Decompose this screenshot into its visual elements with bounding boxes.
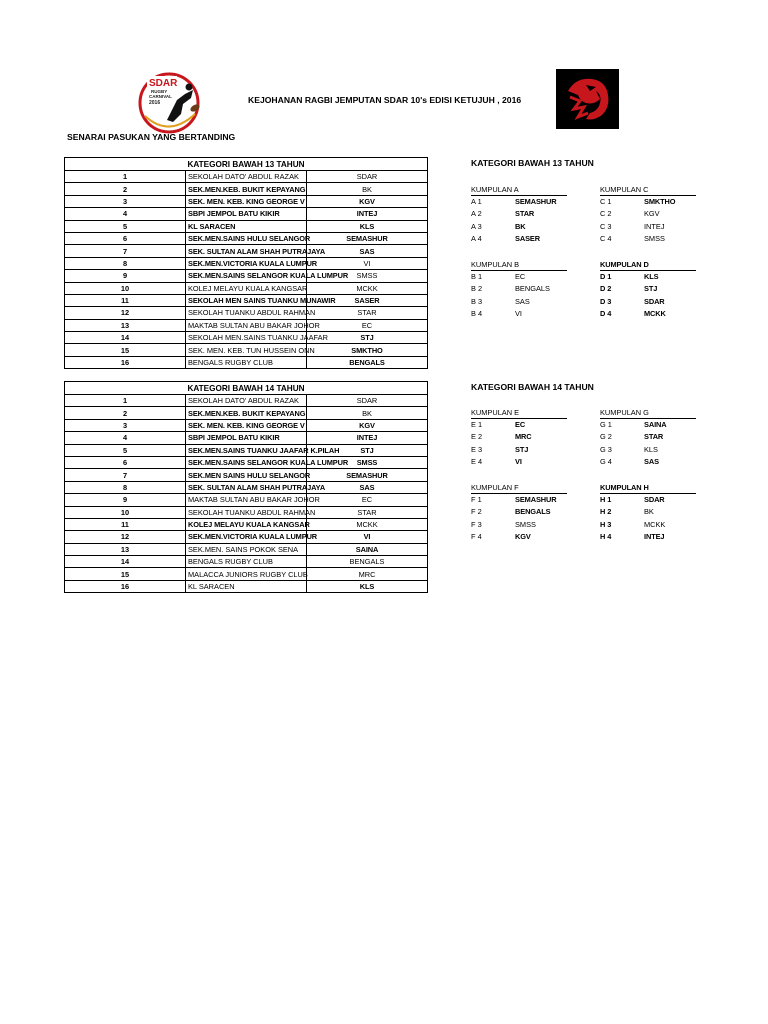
group-header: KUMPULAN G <box>600 407 696 419</box>
team-code: KLS <box>307 220 428 232</box>
group-slot: C 3 <box>600 221 612 231</box>
group-team: EC <box>515 420 526 429</box>
team-row <box>65 407 428 419</box>
group-slot: E 3 <box>471 444 483 454</box>
team-number: 14 <box>65 332 186 344</box>
sdar-rugby-carnival-logo <box>133 70 205 136</box>
team-number: 10 <box>65 282 186 294</box>
team-row <box>65 419 428 431</box>
group-team: KLS <box>644 444 658 454</box>
group-team: SAS <box>515 296 530 306</box>
group-slot: F 2 <box>471 507 482 517</box>
group-team: KGV <box>515 532 531 542</box>
team-row <box>65 481 428 493</box>
team-name: SBPI JEMPOL BATU KIKIR <box>186 208 307 220</box>
team-number: 11 <box>65 518 186 530</box>
group-header: KUMPULAN B <box>471 259 567 271</box>
group-kumpulan-d <box>600 259 696 321</box>
team-code: BK <box>307 407 428 419</box>
group-team: BK <box>644 507 654 517</box>
group-entry <box>471 233 567 245</box>
team-code: SDAR <box>307 395 428 407</box>
group-entry <box>600 519 696 531</box>
team-name: SEK. SULTAN ALAM SHAH PUTRAJAYA <box>186 481 307 493</box>
team-name: SEK.MEN. SAINS POKOK SENA <box>186 543 307 555</box>
group-header: KUMPULAN A <box>471 184 567 196</box>
team-code: STJ <box>307 332 428 344</box>
group-kumpulan-h <box>600 482 696 544</box>
team-number: 7 <box>65 469 186 481</box>
group-entry <box>600 506 696 518</box>
group-entry <box>600 419 696 431</box>
team-row <box>65 344 428 356</box>
team-code: STAR <box>307 307 428 319</box>
team-code: SAINA <box>307 543 428 555</box>
group-header: KUMPULAN C <box>600 184 696 196</box>
team-number: 15 <box>65 344 186 356</box>
team-number: 3 <box>65 195 186 207</box>
team-code: SMSS <box>307 456 428 468</box>
team-code: SEMASHUR <box>307 469 428 481</box>
team-code: BK <box>307 183 428 195</box>
group-slot: G 4 <box>600 457 612 467</box>
team-row <box>65 444 428 456</box>
team-name: SEK.MEN.SAINS HULU SELANGOR <box>186 232 307 244</box>
group-entry <box>471 221 567 233</box>
team-code: SDAR <box>307 171 428 183</box>
team-number: 12 <box>65 531 186 543</box>
group-entry <box>600 308 696 320</box>
team-name: SEK.MEN.SAINS TUANKU JAAFAR K.PILAH <box>186 444 307 456</box>
group-team: BK <box>515 221 526 231</box>
team-row <box>65 245 428 257</box>
team-number: 1 <box>65 171 186 183</box>
team-row <box>65 232 428 244</box>
group-team: STJ <box>644 284 658 294</box>
team-number: 9 <box>65 270 186 282</box>
team-number: 13 <box>65 319 186 331</box>
team-row <box>65 195 428 207</box>
team-name: SEK.MEN.SAINS SELANGOR KUALA LUMPUR <box>186 270 307 282</box>
group-kumpulan-c <box>600 184 696 246</box>
u14-table-title: KATEGORI BAWAH 14 TAHUN <box>65 382 428 395</box>
team-name: SEKOLAH DATO' ABDUL RAZAK <box>186 171 307 183</box>
team-name: SEK.MEN.KEB. BUKIT KEPAYANG <box>186 407 307 419</box>
group-slot: H 4 <box>600 532 612 542</box>
group-slot: G 2 <box>600 432 612 442</box>
team-number: 11 <box>65 294 186 306</box>
group-team: KGV <box>644 209 660 219</box>
group-slot: G 3 <box>600 444 612 454</box>
group-entry <box>471 494 567 506</box>
team-name: KL SARACEN <box>186 220 307 232</box>
group-entry <box>471 519 567 531</box>
team-code: MRC <box>307 568 428 580</box>
team-row <box>65 257 428 269</box>
group-entry <box>600 431 696 443</box>
team-code: MCKK <box>307 282 428 294</box>
svg-text:RUGBY: RUGBY <box>151 89 168 94</box>
group-kumpulan-b <box>471 259 567 321</box>
group-entry <box>600 196 696 208</box>
team-name: SEK.MEN.KEB. BUKIT KEPAYANG <box>186 183 307 195</box>
group-slot: A 1 <box>471 197 482 206</box>
team-code: KLS <box>307 580 428 592</box>
team-number: 12 <box>65 307 186 319</box>
team-code: SEMASHUR <box>307 232 428 244</box>
team-code: SASER <box>307 294 428 306</box>
group-team: MRC <box>515 432 532 442</box>
team-number: 2 <box>65 183 186 195</box>
team-number: 14 <box>65 556 186 568</box>
group-team: EC <box>515 272 526 281</box>
team-name: SBPI JEMPOL BATU KIKIR <box>186 432 307 444</box>
team-name: MAKTAB SULTAN ABU BAKAR JOHOR <box>186 319 307 331</box>
team-name: SEK.MEN.VICTORIA KUALA LUMPUR <box>186 257 307 269</box>
team-row <box>65 543 428 555</box>
group-slot: G 1 <box>600 420 612 429</box>
group-slot: B 4 <box>471 309 483 319</box>
group-kumpulan-e <box>471 407 567 469</box>
group-slot: A 3 <box>471 221 482 231</box>
group-team: SMKTHO <box>644 197 676 206</box>
group-slot: F 3 <box>471 519 482 529</box>
team-number: 9 <box>65 494 186 506</box>
team-row <box>65 518 428 530</box>
group-team: SDAR <box>644 296 665 306</box>
group-header: KUMPULAN H <box>600 482 696 494</box>
team-row <box>65 332 428 344</box>
group-header: KUMPULAN E <box>471 407 567 419</box>
team-number: 6 <box>65 456 186 468</box>
group-slot: D 4 <box>600 309 612 319</box>
svg-text:SDAR: SDAR <box>149 78 178 89</box>
team-name: SEK.MEN SAINS HULU SELANGOR <box>186 469 307 481</box>
team-number: 6 <box>65 232 186 244</box>
team-row <box>65 270 428 282</box>
team-name: SEK.MEN.VICTORIA KUALA LUMPUR <box>186 531 307 543</box>
group-entry <box>471 308 567 320</box>
team-number: 7 <box>65 245 186 257</box>
group-entry <box>471 444 567 456</box>
group-entry <box>600 208 696 220</box>
team-code: MCKK <box>307 518 428 530</box>
group-team: STAR <box>644 432 664 442</box>
team-number: 5 <box>65 220 186 232</box>
team-row <box>65 556 428 568</box>
group-team: VI <box>515 309 522 319</box>
team-name: KOLEJ MELAYU KUALA KANGSAR <box>186 518 307 530</box>
team-row <box>65 506 428 518</box>
team-number: 10 <box>65 506 186 518</box>
group-header: KUMPULAN D <box>600 259 696 271</box>
group-team: SEMASHUR <box>515 495 557 504</box>
team-row <box>65 531 428 543</box>
team-list-title: SENARAI PASUKAN YANG BERTANDING <box>67 132 236 142</box>
group-slot: H 2 <box>600 507 612 517</box>
group-entry <box>471 419 567 431</box>
group-entry <box>600 444 696 456</box>
team-row <box>65 568 428 580</box>
group-header: KUMPULAN F <box>471 482 567 494</box>
group-team: MCKK <box>644 519 666 529</box>
team-number: 16 <box>65 356 186 368</box>
team-number: 4 <box>65 208 186 220</box>
group-kumpulan-a <box>471 184 567 246</box>
u14-team-table <box>64 381 428 593</box>
team-row <box>65 432 428 444</box>
u13-team-table <box>64 157 428 369</box>
group-slot: C 2 <box>600 209 612 219</box>
team-code: INTEJ <box>307 432 428 444</box>
group-entry <box>600 296 696 308</box>
group-entry <box>471 196 567 208</box>
team-name: KL SARACEN <box>186 580 307 592</box>
team-code: SAS <box>307 245 428 257</box>
team-number: 8 <box>65 481 186 493</box>
team-row <box>65 456 428 468</box>
team-row <box>65 469 428 481</box>
group-slot: B 2 <box>471 284 483 294</box>
team-name: SEK. SULTAN ALAM SHAH PUTRAJAYA <box>186 245 307 257</box>
group-entry <box>600 233 696 245</box>
team-row <box>65 307 428 319</box>
team-name: SEKOLAH DATO' ABDUL RAZAK <box>186 395 307 407</box>
team-code: KGV <box>307 195 428 207</box>
team-number: 16 <box>65 580 186 592</box>
team-name: SEKOLAH MEN SAINS TUANKU MUNAWIR <box>186 294 307 306</box>
group-slot: H 3 <box>600 519 612 529</box>
team-name: SEKOLAH MEN.SAINS TUANKU JAAFAR <box>186 332 307 344</box>
team-number: 2 <box>65 407 186 419</box>
group-team: SASER <box>515 234 540 244</box>
group-entry <box>471 506 567 518</box>
group-slot: E 1 <box>471 420 483 429</box>
group-team: INTEJ <box>644 221 665 231</box>
group-entry <box>600 271 696 283</box>
team-row <box>65 282 428 294</box>
group-team: SAINA <box>644 420 667 429</box>
team-code: INTEJ <box>307 208 428 220</box>
team-name: MAKTAB SULTAN ABU BAKAR JOHOR <box>186 494 307 506</box>
group-entry <box>471 208 567 220</box>
group-kumpulan-f <box>471 482 567 544</box>
red-tiger-head-logo <box>556 69 619 129</box>
group-kumpulan-g <box>600 407 696 469</box>
group-team: INTEJ <box>644 532 665 542</box>
team-code: EC <box>307 319 428 331</box>
team-name: BENGALS RUGBY CLUB <box>186 356 307 368</box>
group-entry <box>471 271 567 283</box>
team-code: BENGALS <box>307 556 428 568</box>
group-entry <box>600 531 696 543</box>
document-title: KEJOHANAN RAGBI JEMPUTAN SDAR 10's EDISI KETUJUH , 2016 <box>248 95 522 105</box>
group-slot: A 4 <box>471 234 482 244</box>
team-name: SEKOLAH TUANKU ABDUL RAHMAN <box>186 307 307 319</box>
group-slot: B 3 <box>471 296 483 306</box>
team-row <box>65 171 428 183</box>
team-name: SEK. MEN. KEB. KING GEORGE V <box>186 419 307 431</box>
group-entry <box>471 531 567 543</box>
group-slot: E 4 <box>471 457 483 467</box>
group-slot: H 1 <box>600 495 612 504</box>
group-team: SDAR <box>644 495 665 504</box>
team-row <box>65 183 428 195</box>
group-entry <box>600 456 696 468</box>
team-row <box>65 356 428 368</box>
team-name: SEK.MEN.SAINS SELANGOR KUALA LUMPUR <box>186 456 307 468</box>
group-slot: C 1 <box>600 197 612 206</box>
group-slot: D 2 <box>600 284 612 294</box>
group-entry <box>471 431 567 443</box>
team-name: MALACCA JUNIORS RUGBY CLUB <box>186 568 307 580</box>
group-team: KLS <box>644 272 659 281</box>
u13-groups-title: KATEGORI BAWAH 13 TAHUN <box>471 158 594 168</box>
group-team: SAS <box>644 457 659 467</box>
group-team: SMSS <box>644 234 665 244</box>
team-code: VI <box>307 531 428 543</box>
group-slot: E 2 <box>471 432 483 442</box>
team-number: 5 <box>65 444 186 456</box>
team-code: SMSS <box>307 270 428 282</box>
svg-text:CARNIVAL: CARNIVAL <box>149 94 172 99</box>
team-row <box>65 208 428 220</box>
group-slot: C 4 <box>600 234 612 244</box>
group-entry <box>471 296 567 308</box>
team-row <box>65 319 428 331</box>
team-code: KGV <box>307 419 428 431</box>
team-code: STJ <box>307 444 428 456</box>
group-slot: F 1 <box>471 495 482 504</box>
team-number: 15 <box>65 568 186 580</box>
group-slot: F 4 <box>471 532 482 542</box>
team-row <box>65 494 428 506</box>
team-code: SAS <box>307 481 428 493</box>
team-code: BENGALS <box>307 356 428 368</box>
team-name: BENGALS RUGBY CLUB <box>186 556 307 568</box>
group-team: BENGALS <box>515 507 551 517</box>
group-entry <box>600 283 696 295</box>
group-entry <box>471 456 567 468</box>
team-name: SEK. MEN. KEB. KING GEORGE V <box>186 195 307 207</box>
team-number: 1 <box>65 395 186 407</box>
group-team: SMSS <box>515 519 536 529</box>
group-team: MCKK <box>644 309 666 319</box>
group-entry <box>600 221 696 233</box>
group-team: SEMASHUR <box>515 197 557 206</box>
team-code: VI <box>307 257 428 269</box>
team-number: 8 <box>65 257 186 269</box>
team-row <box>65 395 428 407</box>
u13-table-title: KATEGORI BAWAH 13 TAHUN <box>65 158 428 171</box>
group-slot: B 1 <box>471 272 483 281</box>
group-team: STJ <box>515 444 529 454</box>
group-team: VI <box>515 457 522 467</box>
team-code: SMKTHO <box>307 344 428 356</box>
team-number: 13 <box>65 543 186 555</box>
u14-groups-title: KATEGORI BAWAH 14 TAHUN <box>471 382 594 392</box>
group-slot: D 1 <box>600 272 612 281</box>
team-number: 3 <box>65 419 186 431</box>
group-entry <box>471 283 567 295</box>
team-name: SEKOLAH TUANKU ABDUL RAHMAN <box>186 506 307 518</box>
group-slot: A 2 <box>471 209 482 219</box>
team-row <box>65 580 428 592</box>
team-row <box>65 220 428 232</box>
svg-text:2016: 2016 <box>149 100 161 106</box>
team-name: SEK. MEN. KEB. TUN HUSSEIN ONN <box>186 344 307 356</box>
team-number: 4 <box>65 432 186 444</box>
team-code: STAR <box>307 506 428 518</box>
group-entry <box>600 494 696 506</box>
group-team: STAR <box>515 209 535 219</box>
team-name: KOLEJ MELAYU KUALA KANGSAR <box>186 282 307 294</box>
group-team: BENGALS <box>515 284 550 294</box>
team-row <box>65 294 428 306</box>
group-slot: D 3 <box>600 296 612 306</box>
team-code: EC <box>307 494 428 506</box>
